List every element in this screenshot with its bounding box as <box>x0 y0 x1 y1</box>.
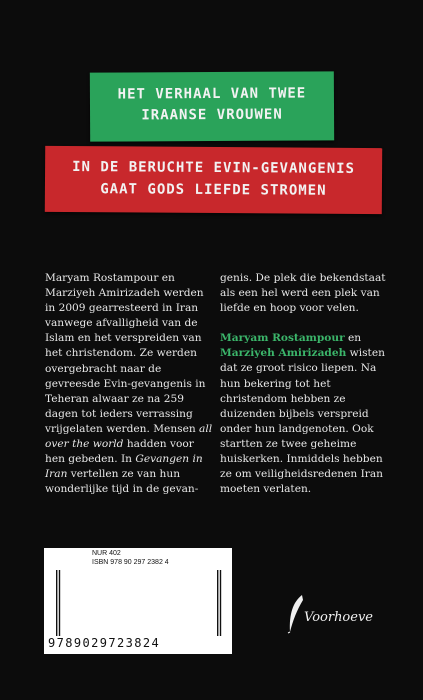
nur-code: NUR 402 <box>92 550 121 557</box>
ean-number: 9789029723824 <box>48 636 161 650</box>
isbn-barcode <box>44 548 232 654</box>
blurb-text: en <box>344 332 362 345</box>
blurb-paragraph <box>45 271 215 497</box>
barcode-bars <box>56 570 222 636</box>
book-title-italic: Gevangen in Iran <box>45 453 203 481</box>
isbn-number: ISBN 978 90 297 2382 4 <box>92 559 169 566</box>
blurb-right-column <box>220 271 390 497</box>
publisher-name: Voorhoeve <box>304 610 373 625</box>
blurb-text: Maryam Rostampour en Marziyeh Amirizadeh werden in 2009 gearresteerd in Iran vanwege afvalligheid van de Islam en het verspreiden van het christendom. Ze werden overgebracht naar de gevreesde Evin-gevangenis in Teheran alwaar ze na 259 dagen tot ieders verrassing vrijgelaten werden. Mensen <box>45 272 206 435</box>
blurb-left-column <box>45 271 215 497</box>
blurb-paragraph: genis. De plek die bekendstaat als een hel werd een plek van liefde en hoop voor velen. <box>220 272 386 315</box>
banner-green-line1: HET VERHAAL VAN TWEE <box>117 85 307 103</box>
blurb-text: vertellen ze van hun wonderlijke tijd in de gevan- <box>45 468 199 496</box>
author-name: Marziyeh Amirizadeh <box>220 347 347 360</box>
feather-logo-icon <box>287 594 305 634</box>
author-name: Maryam Rostampour <box>220 332 345 345</box>
blurb-text: hadden voor hen gebeden. In <box>45 438 194 466</box>
blurb-italic-text: all over the world <box>45 422 213 451</box>
author-paragraph <box>220 331 390 497</box>
banner-red-line1: IN DE BERUCHTE EVIN-GEVANGENIS <box>72 159 356 177</box>
banner-green-line2: IRAANSE VROUWEN <box>141 106 283 124</box>
banner-red-line2: GAAT GODS LIEFDE STROMEN <box>100 181 327 199</box>
banner-red <box>45 146 382 214</box>
blurb-text: wisten dat ze groot risico liepen. Na hun bekering tot het christendom hebben ze duizenden bijbels verspreid onder hun landgenoten. Ook startten ze twee geheime huiskerken. Inmiddels hebben ze om veiligheidsredenen Iran moeten verlaten. <box>220 347 385 496</box>
banner-green <box>90 71 334 141</box>
